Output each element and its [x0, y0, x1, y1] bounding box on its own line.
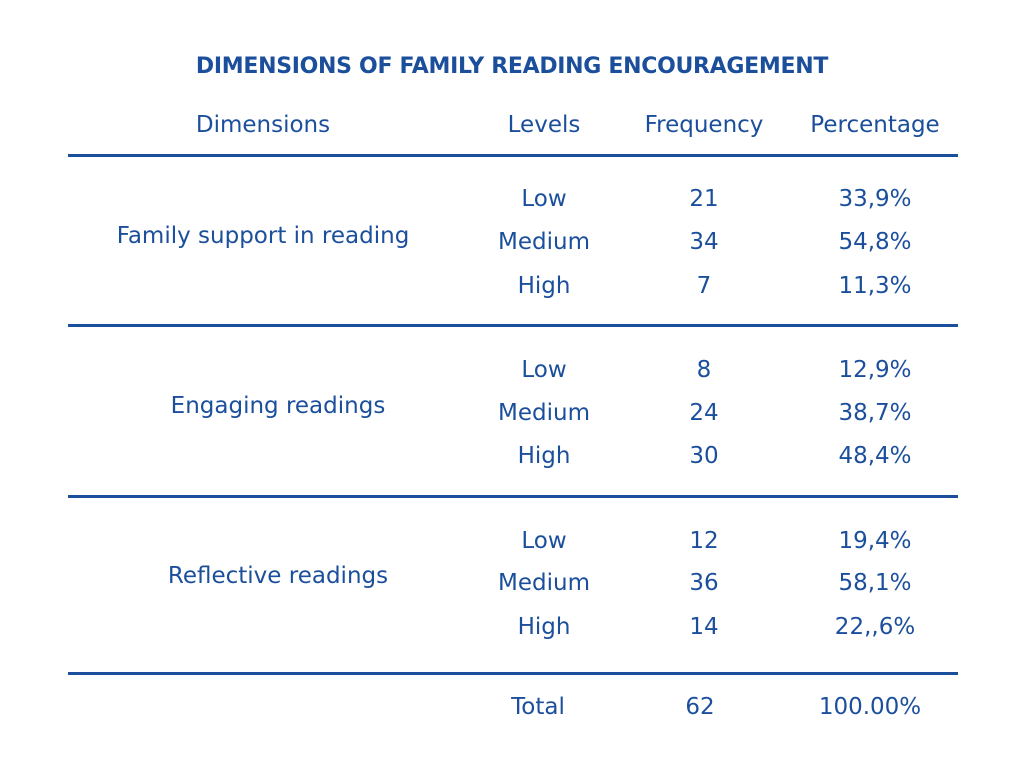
- frequency-cell: 21: [689, 186, 719, 212]
- percentage-cell: 38,7%: [838, 400, 912, 426]
- level-cell: Medium: [498, 229, 590, 255]
- dimension-label: Engaging readings: [170, 393, 386, 419]
- header-divider: [68, 154, 958, 157]
- percentage-cell: 54,8%: [838, 229, 912, 255]
- level-cell: High: [517, 273, 571, 299]
- percentage-cell: 19,4%: [838, 528, 912, 554]
- frequency-cell: 8: [696, 357, 712, 383]
- level-cell: High: [517, 614, 571, 640]
- percentage-cell: 11,3%: [838, 273, 912, 299]
- level-cell: Medium: [498, 570, 590, 596]
- frequency-cell: 24: [689, 400, 719, 426]
- level-cell: Low: [521, 186, 567, 212]
- dimension-label: Family support in reading: [116, 223, 410, 249]
- percentage-cell: 58,1%: [838, 570, 912, 596]
- total-label: Total: [511, 694, 565, 720]
- total-frequency: 62: [685, 694, 715, 720]
- level-cell: Medium: [498, 400, 590, 426]
- frequency-cell: 30: [689, 443, 719, 469]
- frequency-cell: 34: [689, 229, 719, 255]
- dimension-label: Reflective readings: [167, 563, 389, 589]
- group-divider: [68, 324, 958, 327]
- total-divider: [68, 672, 958, 675]
- table-title: DIMENSIONS OF FAMILY READING ENCOURAGEMENT: [195, 54, 829, 79]
- frequency-cell: 36: [689, 570, 719, 596]
- percentage-cell: 48,4%: [838, 443, 912, 469]
- header-percentage: Percentage: [810, 112, 940, 138]
- group-divider: [68, 495, 958, 498]
- header-frequency: Frequency: [644, 112, 764, 138]
- percentage-cell: 12,9%: [838, 357, 912, 383]
- level-cell: Low: [521, 528, 567, 554]
- header-levels: Levels: [507, 112, 581, 138]
- header-dimensions: Dimensions: [195, 112, 331, 138]
- level-cell: Low: [521, 357, 567, 383]
- percentage-cell: 22,,6%: [834, 614, 916, 640]
- frequency-cell: 14: [689, 614, 719, 640]
- percentage-cell: 33,9%: [838, 186, 912, 212]
- level-cell: High: [517, 443, 571, 469]
- frequency-cell: 12: [689, 528, 719, 554]
- frequency-cell: 7: [696, 273, 712, 299]
- total-percentage: 100.00%: [818, 694, 922, 720]
